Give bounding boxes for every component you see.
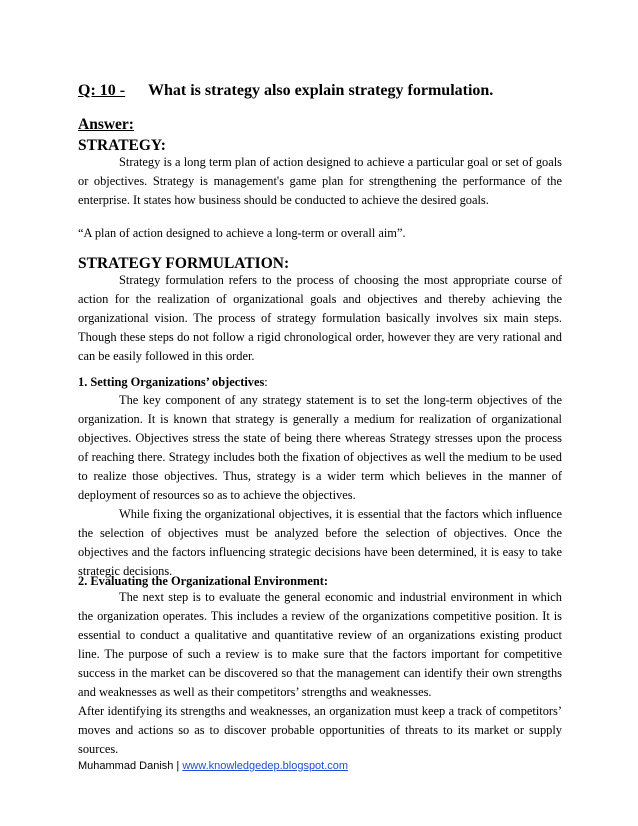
step2-paragraph-1: The next step is to evaluate the general economic and industrial environment in which the organization operates. This includes a review of the organizations competitive position. It is essential to conduct a qualitative and quantitative review of an organizations existing product line. The purpose of such a review is to make sure that the factors important for competitive success in the market can be discovered so that the management can identify their own strengths and weaknesses as well as their competitors’ strengths and weaknesses.: [78, 590, 562, 699]
question-number: Q: 10 -: [78, 82, 126, 99]
step2-title: 2. Evaluating the Organizational Environment:: [78, 574, 329, 588]
footer-author: Muhammad Danish: [78, 760, 174, 772]
step1-paragraph-1: The key component of any strategy statement is to set the long-term objectives of the organization. It is known that strategy is generally a medium for realization of organizational objectives. Objectives stress the state of being there whereas Strategy stresses upon the process of reaching there. Strategy includes both the fixation of objectives as well the medium to be used to realize those objectives. Thus, strategy is a wider term which believes in the manner of deployment of resources so as to achieve the objectives.: [78, 393, 562, 502]
step1-title: 1. Setting Organizations’ objectives: [78, 375, 265, 389]
step2-section: [78, 588, 562, 759]
footer-link[interactable]: www.knowledgedep.blogspot.com: [182, 760, 349, 772]
answer-label: Answer:: [78, 116, 134, 133]
formulation-paragraph: Strategy formulation refers to the process of choosing the most appropriate course of action for the realization of organizational goals and objectives and thereby achieving the organizational vision. The process of strategy formulation basically involves six main steps. Though these steps do not follow a rigid chronological order, however they are very rational and can be easily followed in this order.: [78, 273, 562, 363]
step1-section: [78, 391, 562, 581]
question-line: [78, 82, 494, 100]
formulation-heading: STRATEGY FORMULATION:: [78, 255, 290, 272]
step1-paragraph-2: While fixing the organizational objectives, it is essential that the factors which influence the selection of objectives must be analyzed before the selection of objectives. Once the objectives and the factors influencing strategic decisions have been determined, it is easy to take strategic decisions.: [78, 507, 562, 578]
strategy-heading: STRATEGY:: [78, 137, 166, 154]
question-text: What is strategy also explain strategy formulation.: [148, 82, 494, 99]
strategy-quote: “A plan of action designed to achieve a long-term or overall aim”.: [78, 226, 406, 240]
step1-colon: :: [264, 375, 268, 389]
strategy-section: [78, 153, 562, 243]
step1-title-line: [78, 373, 268, 392]
step2-paragraph-2: After identifying its strengths and weaknesses, an organization must keep a track of competitors’ moves and actions so as to discover probable opportunities of threats to its market or supply sources.: [78, 704, 562, 756]
footer-separator: |: [173, 760, 183, 772]
formulation-section: [78, 271, 562, 366]
page-footer: [78, 760, 348, 772]
strategy-paragraph: Strategy is a long term plan of action designed to achieve a particular goal or set of goals or objectives. Strategy is management's game plan for strengthening the performance of the enterprise. It states how business should be conducted to achieve the desired goals.: [78, 155, 562, 207]
